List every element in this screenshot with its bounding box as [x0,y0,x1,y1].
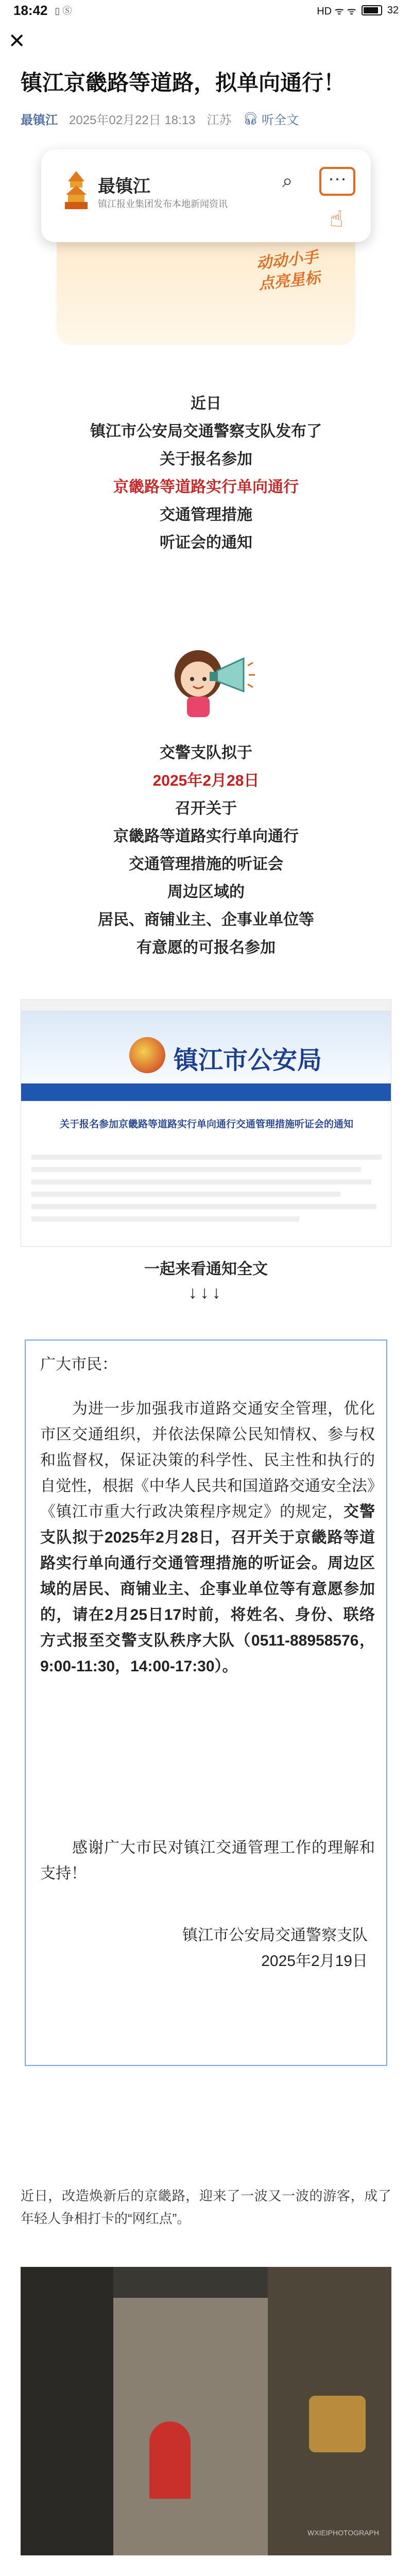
intro2-line-5: 周边区域的 [167,884,245,901]
letter-thanks: 感谢广大市民对镇江交通管理工作的理解和支持！ [40,1839,375,1882]
article-meta [21,108,391,129]
site-top-strip [21,1000,391,1011]
intro-line-1: 近日 [191,395,221,412]
site-notice-heading: 关于报名参加京畿路等道路实行单向通行交通管理措施听证会的通知 [59,1119,353,1130]
star-hint-text [255,247,321,295]
intro2-line-7: 有意愿的可报名参加 [136,939,276,956]
site-text-line [31,1204,376,1209]
intro2-red-date: 2025年2月28日 [152,772,260,789]
site-banner [21,1011,391,1083]
letter-body-plain: 为进一步加强我市道路交通安全管理，优化市区交通组织，并依法保障公民知情权、参与权和监督权，保证决策的科学性、民主性和执行的自觉性，根据《中华人民共和国道路交通安全法》《镇江市重大行政决策程序规定》的规定， [40,1400,375,1520]
photo-wall [113,2298,268,2555]
star-hint-line1: 动动小手 [255,248,319,273]
search-icon[interactable]: ⌕ [282,170,293,191]
site-text-line [31,1192,340,1197]
publish-datetime: 2025年02月22日 18:13 [69,113,196,127]
letter-body [40,1396,375,1680]
site-menu-bar [21,1083,391,1101]
intro2-line-3: 京畿路等道路实行单向通行 [113,828,299,845]
photo-wall [309,2396,366,2452]
star-hint-line2: 点亮星标 [258,269,321,293]
status-notification-icons: ▯ Ⓢ [55,6,72,16]
battery-icon [362,5,382,15]
intro2-line-4: 交通管理措施的听证会 [129,856,283,873]
street-photo [21,2267,391,2555]
intro2-line-1: 交警支队拟于 [160,744,252,761]
intro2-line-2: 召开关于 [175,800,237,817]
status-bar [0,0,412,21]
site-title: 镇江市公安局 [174,1047,322,1074]
intro-red-line: 京畿路等道路实行单向通行 [113,479,299,496]
pagoda-logo-icon [62,170,91,211]
pointing-hand-icon: ☝ [330,207,344,232]
account-card[interactable] [41,149,371,242]
read-full-label: 一起来看通知全文 [144,1261,268,1278]
intro2-line-6: 居民、商铺业主、企事业单位等 [98,911,314,928]
megaphone-girl-illustration [157,639,255,721]
police-site-screenshot [21,999,391,1247]
listen-button[interactable] [243,110,299,128]
site-text-line [31,1179,371,1184]
photo-wall [149,2421,191,2499]
article-title: 镇江京畿路等道路，拟单向通行！ [21,71,346,95]
site-text-line [31,1155,382,1160]
publish-location: 江苏 [207,113,232,127]
photo-watermark: WXIEIPHOTOGRAPH [307,2529,379,2537]
top-nav [0,21,412,62]
author-link[interactable]: 最镇江 [21,113,58,127]
intro-line-5: 听证会的通知 [160,534,252,551]
letter-date: 2025年2月19日 [261,1953,368,1970]
close-icon[interactable]: ✕ [8,30,26,53]
site-text-line [31,1216,299,1222]
letter-body-bold: 交警支队拟于2025年2月28日，召开关于京畿路等道路实行单向通行交通管理措施的听证会。周边区域的居民、商铺业主、企事业单位等有意愿参加的，请在2月25日17时前，将姓名、身份、联络方式报至交警支队秩序大队（0511-88958576，9:00-11:30，14:00-17:30）。 [40,1503,375,1675]
status-time: 18:42 [13,2,48,18]
notice-letter [25,1340,387,2066]
intro-line-3: 关于报名参加 [160,451,252,468]
police-emblem-icon [129,1037,165,1073]
letter-signature: 镇江市公安局交通警察支队 [182,1927,368,1944]
account-name: 最镇江 [98,177,150,196]
battery-level: 32 [387,4,399,16]
star-hint-card [41,149,371,345]
photo-wall [21,2267,113,2555]
more-menu-icon[interactable]: ··· [319,167,355,196]
signal-icon: HD ᯤ ᯤ [317,5,356,17]
status-right [317,4,399,18]
account-subtitle: 镇江报业集团发布本地新闻资讯 [98,199,228,209]
letter-greeting: 广大市民： [40,1356,117,1373]
intro-line-4: 交通管理措施 [160,506,252,523]
listen-label: 听全文 [261,113,299,127]
news-paragraph-1: 近日，改造焕新后的京畿路，迎来了一波又一波的游客，成了年轻人争相打卡的“网红点”。 [21,2188,391,2226]
intro-line-2: 镇江市公安局交通警察支队发布了 [90,423,322,440]
down-arrows-icon: ↓↓↓ [188,1283,224,1302]
headphones-icon: 🎧︎ [243,111,259,126]
site-text-line [31,1167,361,1172]
